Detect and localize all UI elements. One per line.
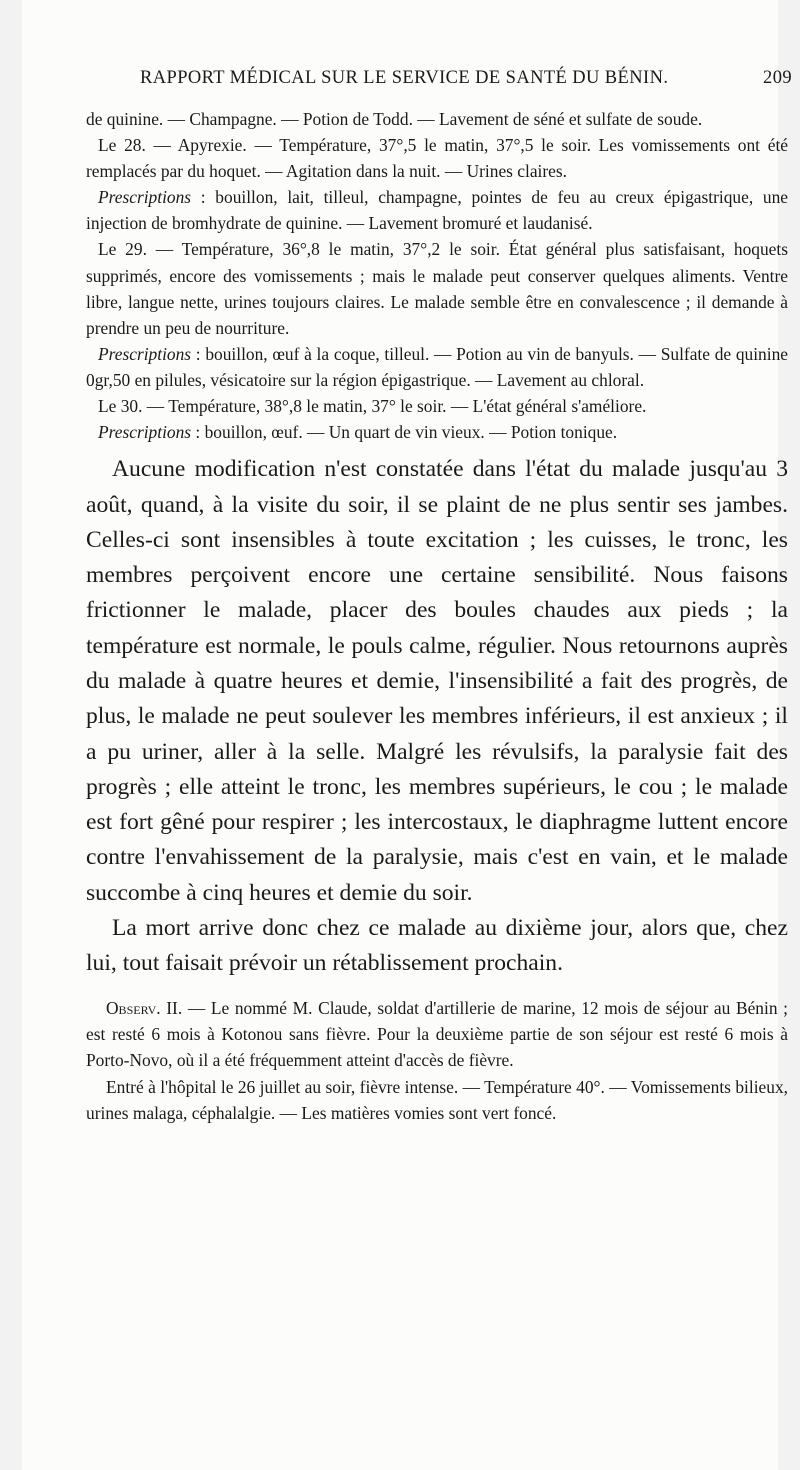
page-body — [86, 106, 788, 1126]
paragraph: Aucune modification n'est constatée dans l'état du malade jusqu'au 3 août, quand, à la visite du soir, il se plaint de ne plus sentir ses jambes. Celles-ci sont insensibles à toute excitation ; les cuisses, le tronc, les membres perçoivent encore une certaine sensibilité. Nous faisons frictionner le malade, placer des boules chaudes aux pieds ; la température est normale, le pouls calme, régulier. Nous retournons auprès du malade à quatre heures et demie, l'insensibilité a fait des progrès, de plus, le malade ne peut soulever les membres inférieurs, il est anxieux ; il a pu uriner, aller à la selle. Malgré les révulsifs, la paralysie fait des progrès ; elle atteint le tronc, les membres supérieurs, le cou ; le malade est fort gêné pour respirer ; les intercostaux, le diaphragme luttent encore contre l'envahissement de la paralysie, mais c'est en vain, et le malade succombe à cinq heures et demie du soir. — [86, 456, 788, 906]
paragraph: de quinine. — Champagne. — Potion de Todd. — Lavement de séné et sulfate de soude. — [86, 109, 703, 129]
paragraph: Le 30. — Température, 38°,8 le matin, 37° le soir. — L'état général s'améliore. — [98, 396, 647, 417]
clinical-notes — [86, 106, 788, 445]
paragraph: Le 29. — Température, 36°,8 le matin, 37°,2 le soir. État général plus satisfaisant, hoquets supprimés, encore des vomissements ; mais le malade peut conserver quelques aliments. Ventre libre, langue nette, urines toujours claires. Le malade semble être en convalescence ; il demande à prendre un peu de nourriture. — [86, 239, 788, 338]
paragraph: Prescriptions : bouillon, œuf à la coque, tilleul. — Potion au vin de banyuls. — Sulfate de quinine 0gr,50 en pilules, vésicatoire sur la région épigastrique. — Lavement au chloral. — [86, 343, 788, 390]
paragraph: Prescriptions : bouillon, lait, tilleul, champagne, pointes de feu au creux épigastrique, une injection de bromhydrate de quinine. — Lavement bromuré et laudanisé. — [86, 187, 788, 234]
paragraph: Observ. II. — Le nommé M. Claude, soldat d'artillerie de marine, 12 mois de séjour au Bénin ; est resté 6 mois à Kotonou sans fièvre. Pour la deuxième partie de son séjour est resté 6 mois à Porto-Novo, où il a été fréquemment atteint d'accès de fièvre. — [86, 997, 788, 1071]
page-number: 209 — [763, 68, 792, 88]
observation-block — [86, 995, 788, 1126]
paragraph: Prescriptions : bouillon, œuf. — Un quart de vin vieux. — Potion tonique. — [98, 422, 618, 443]
paragraph: Entré à l'hôpital le 26 juillet au soir, fièvre intense. — Température 40°. — Vomissements bilieux, urines malaga, céphalalgie. — Les matières vomies sont vert foncé. — [86, 1076, 788, 1123]
running-title: RAPPORT MÉDICAL SUR LE SERVICE DE SANTÉ DU BÉNIN. — [140, 68, 669, 88]
running-header — [140, 68, 792, 98]
paragraph: Le 28. — Apyrexie. — Température, 37°,5 le matin, 37°,5 le soir. Les vomissements ont été remplacés par du hoquet. — Agitation dans la nuit. — Urines claires. — [86, 135, 788, 182]
paragraph: La mort arrive donc chez ce malade au dixième jour, alors que, chez lui, tout faisait prévoir un rétablissement prochain. — [86, 915, 788, 977]
observation-label: Observ. II. — [106, 997, 183, 1018]
narrative — [86, 452, 788, 981]
